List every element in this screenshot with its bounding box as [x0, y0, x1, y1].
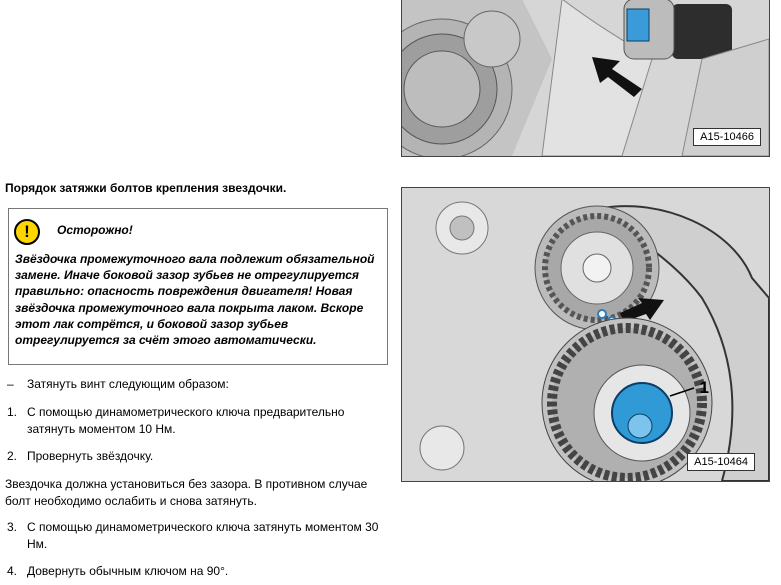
step-3 — [5, 519, 390, 553]
step-2-number: 2. — [7, 449, 18, 463]
figure-top — [401, 0, 770, 157]
gear-illustration — [402, 188, 769, 481]
step-3-number: 3. — [7, 520, 18, 534]
step-2-text: Провернуть звёздочку. — [27, 449, 154, 463]
warning-box — [8, 208, 388, 365]
step-3-text: С помощью динамометрического ключа затянуть моментом 30 Нм. — [27, 520, 379, 551]
intro-step — [5, 376, 390, 393]
figure-bottom-label: A15-10464 — [687, 453, 755, 471]
warning-text: Звёздочка промежуточного вала подлежит обязательной замене. Иначе боковой зазор зубьев не отрегулируется правильно: опасность повреждения двигателя! Новая звёздочка промежуточного вала покрыта лаком. Вскоре этот лак сотрётся, и боковой зазор зубьев отрегулируется за счёт этого автоматически. — [15, 252, 375, 348]
step-4-text: Довернуть обычным ключом на 90°. — [27, 564, 229, 578]
step-2 — [5, 448, 390, 465]
note-paragraph: Звездочка должна установиться без зазора. В противном случае болт необходимо ослабить и снова затянуть. — [5, 477, 368, 508]
step-4-number: 4. — [7, 564, 18, 578]
figure-top-label: A15-10466 — [693, 128, 761, 146]
step-1-text: С помощью динамометрического ключа предварительно затянуть моментом 10 Нм. — [27, 405, 345, 436]
callout-number: 1 — [699, 378, 709, 397]
step-4 — [5, 563, 390, 580]
step-1 — [5, 404, 390, 438]
intro-text: Затянуть винт следующим образом: — [27, 377, 229, 391]
section-heading: Порядок затяжки болтов крепления звездочки. — [5, 181, 287, 195]
figure-bottom — [401, 187, 770, 482]
step-1-number: 1. — [7, 405, 18, 419]
intro-marker: – — [7, 377, 14, 391]
warning-icon: ! — [14, 219, 40, 245]
warning-title: Осторожно! — [57, 223, 133, 237]
